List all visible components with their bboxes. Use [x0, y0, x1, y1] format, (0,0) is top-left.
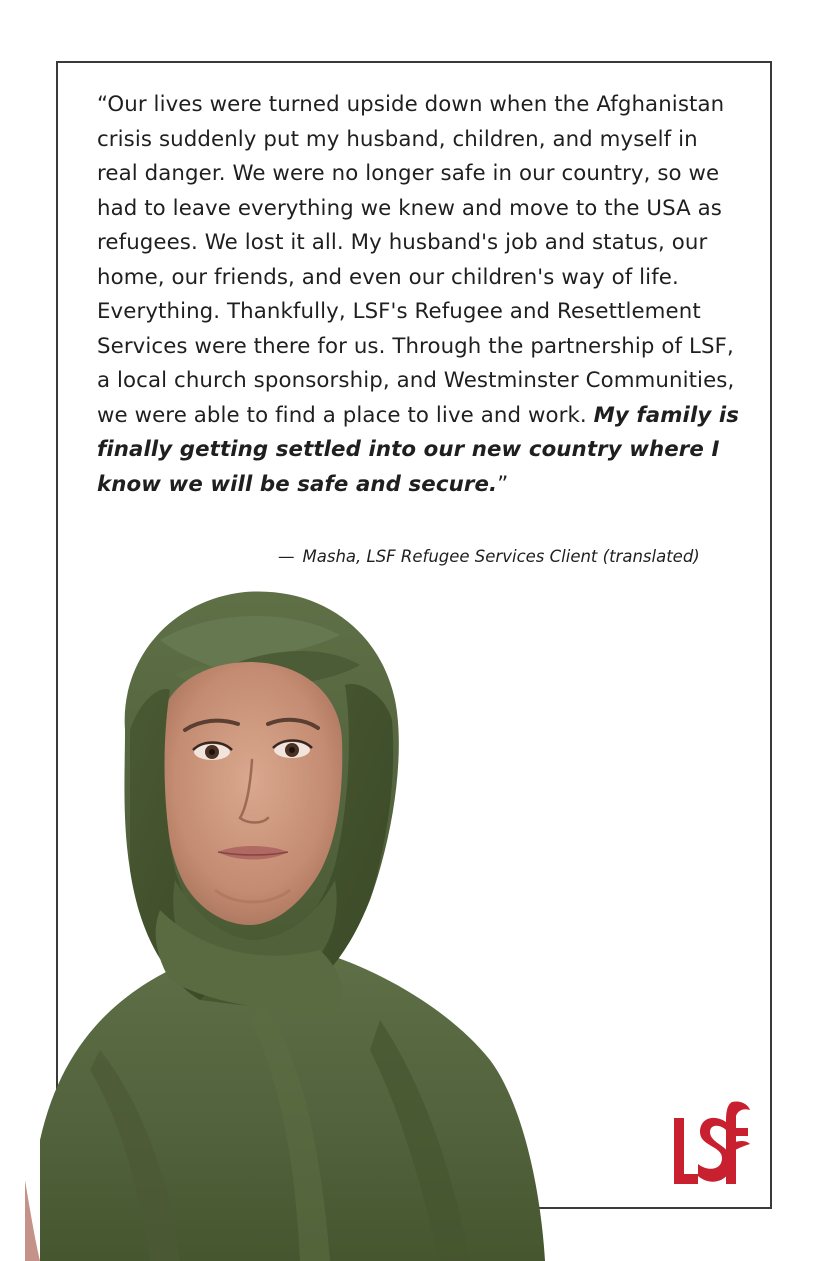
quote-body: Our lives were turned upside down when the Afghanistan crisis suddenly put my husband, children, and myself in real danger. We were no longer safe in our country, so we had to leave everything we knew and move to the USA as refugees. We lost it all. My husband's job and status, our home, our friends, and even our children's way of life. Everything. Thankfully, LSF's Refugee and Resettlement Services were there for us. Through the partnership of LSF, a local church sponsorship, and Westminster Communities, we were able to find a place to live and work.	[97, 92, 735, 428]
quote-emphasis: My family is finally getting settled into our new country where I know we will be safe and secure.	[97, 402, 740, 497]
attribution-text: Masha, LSF Refugee Services Client (translated)	[302, 547, 700, 566]
attribution-dash: —	[278, 547, 295, 566]
quote-close-mark: ”	[497, 471, 509, 497]
quote-attribution	[278, 547, 738, 566]
portrait-photo	[0, 580, 560, 1261]
quote-open-mark: “	[97, 92, 108, 117]
lsf-logo	[670, 1098, 752, 1194]
testimonial-quote	[97, 88, 745, 502]
